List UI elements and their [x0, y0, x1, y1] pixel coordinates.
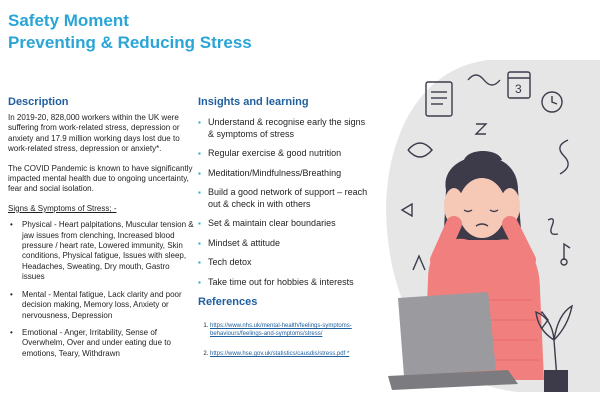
- description-para-2: The COVID Pandemic is known to have significantly impacted mental health due to ongoing uncertainty, fear and social isolation.: [8, 163, 193, 194]
- description-para-1: In 2019-20, 828,000 workers within the UK were suffering from work-related stress, depression or anxiety and 17.9 million working days lost due to work-related stress, depression or anxiety*.: [8, 113, 180, 154]
- insight-item: ▪ Mindset & attitude: [198, 238, 368, 250]
- reference-item: [210, 350, 370, 358]
- insight-item: ▪ Tech detox: [198, 257, 368, 269]
- title-line-2: Preventing & Reducing Stress: [8, 33, 252, 52]
- calendar-number: 3: [515, 82, 522, 96]
- signs-list: [8, 220, 194, 359]
- insight-item: ▪ Take time out for hobbies & interests: [198, 277, 368, 289]
- face: [458, 178, 506, 238]
- signs-item-physical: • Physical - Heart palpitations, Muscular tension & jaw issues from clenching, Increased blood pressure / heart rate, Lowered immunity, Skin conditions, Physical fatigue, Issues with sleep, Headaches, Sweating, Dry mouth, Gastro issues: [8, 220, 194, 282]
- insight-item: ▪ Set & maintain clear boundaries: [198, 218, 368, 230]
- references-list: [198, 322, 370, 370]
- insight-item: ▪ Build a good network of support – reach out & check in with others: [198, 187, 368, 210]
- signs-item-mental: • Mental - Mental fatigue, Lack clarity and poor decision making, Memory loss, Anxiety or nervousness, Depression: [8, 290, 194, 321]
- description-section: [8, 113, 194, 366]
- insight-item: ▪ Regular exercise & good nutrition: [198, 148, 368, 160]
- signs-heading: Signs & Symptoms of Stress; -: [8, 203, 117, 213]
- reference-link-nhs[interactable]: https://www.nhs.uk/mental-health/feelings-symptoms-behaviours/feelings-and-symptoms/stress/: [210, 323, 352, 337]
- insight-item: ▪ Understand & recognise early the signs & symptoms of stress: [198, 117, 368, 140]
- insights-heading: Insights and learning: [198, 96, 309, 108]
- insights-list: [198, 117, 368, 296]
- description-heading: Description: [8, 96, 69, 108]
- title-line-1: Safety Moment: [8, 11, 129, 30]
- stressed-woman-illustration: [368, 40, 600, 400]
- references-heading: References: [198, 296, 258, 308]
- reference-item: [210, 322, 370, 338]
- insight-item: ▪ Meditation/Mindfulness/Breathing: [198, 168, 368, 180]
- page-title: [8, 10, 252, 54]
- signs-item-emotional: • Emotional - Anger, Irritability, Sense of Overwhelm, Over and under eating due to emotions, Teary, Withdrawn: [8, 328, 194, 359]
- reference-link-hse[interactable]: https://www.hse.gov.uk/statistics/causdis/stress.pdf *: [210, 351, 350, 357]
